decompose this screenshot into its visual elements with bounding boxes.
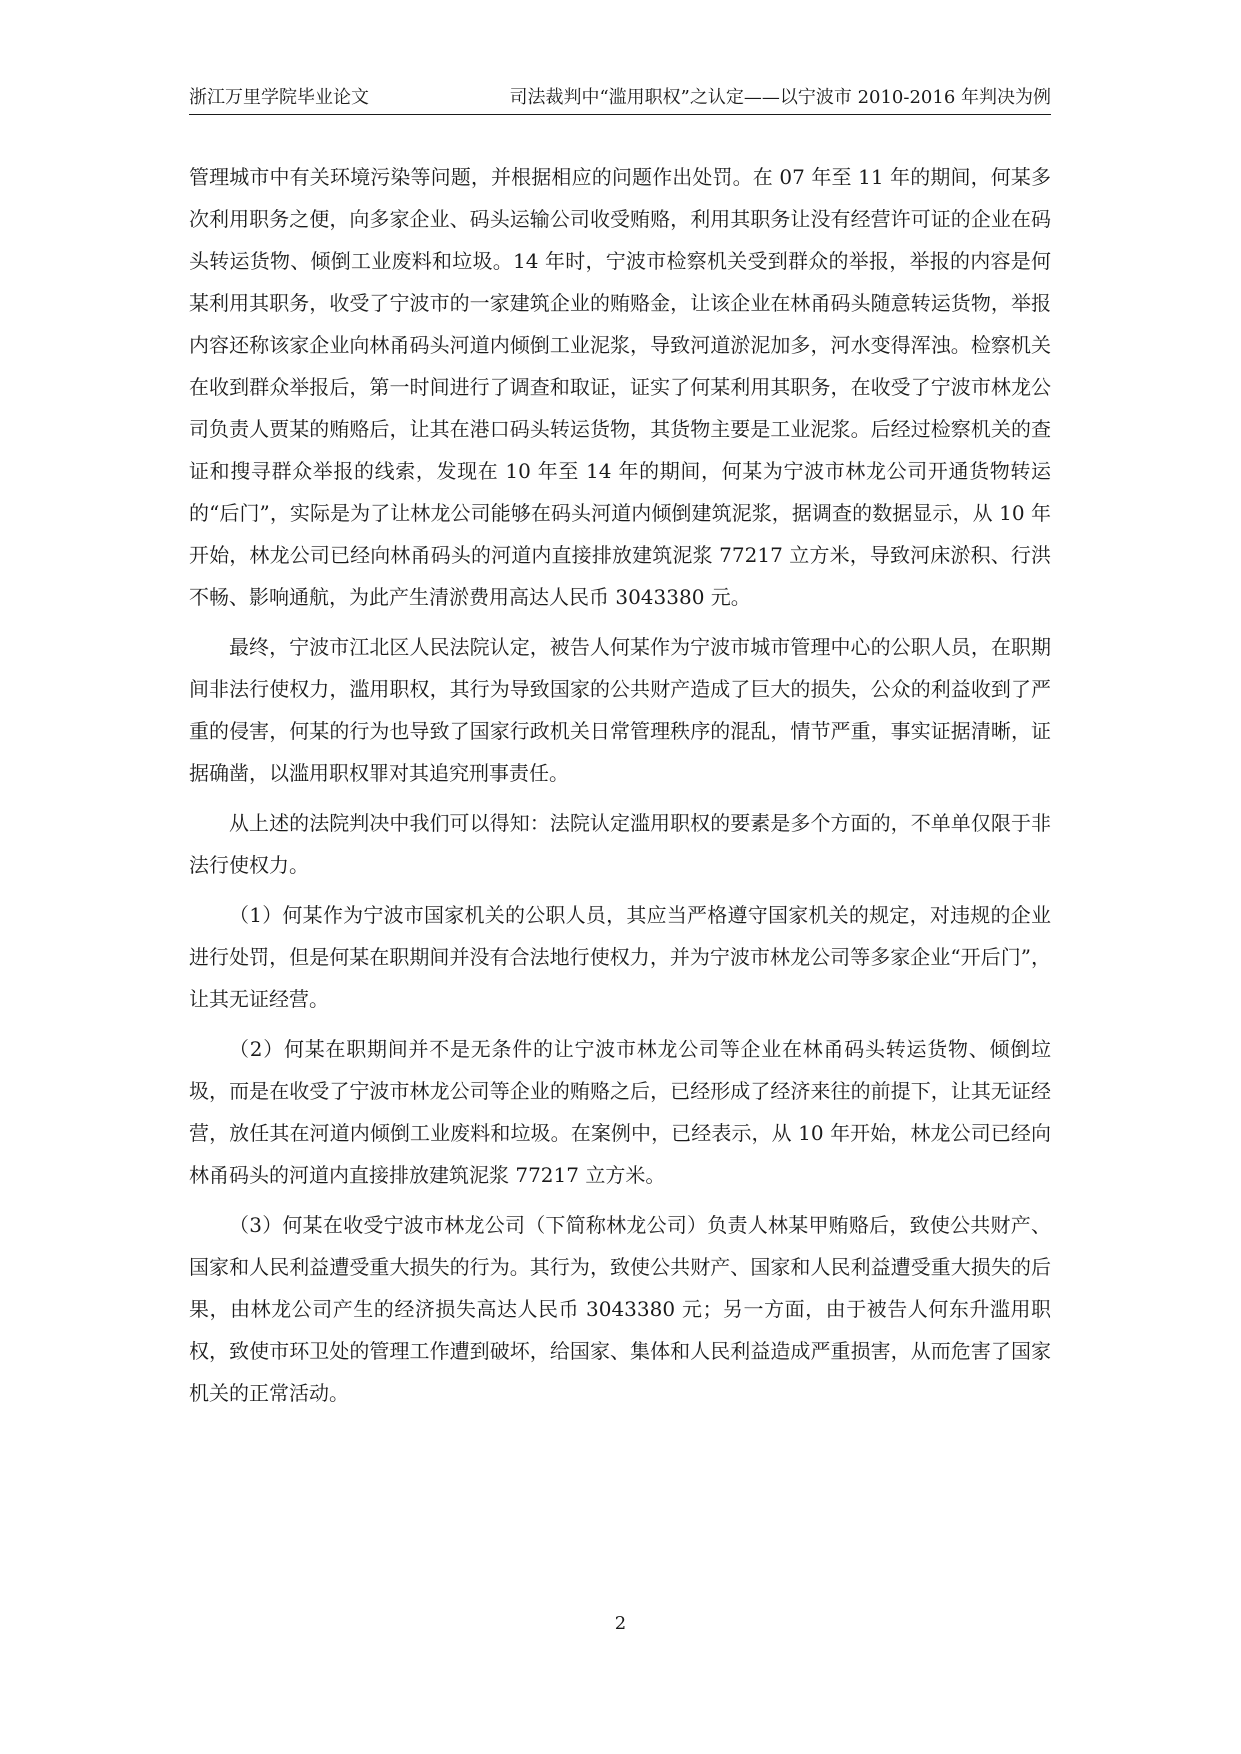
header-institution: 浙江万里学院毕业论文 xyxy=(189,87,369,108)
paragraph: 从上述的法院判决中我们可以得知：法院认定滥用职权的要素是多个方面的，不单单仅限于非法行使权力。 xyxy=(189,811,1051,877)
paragraph: （2）何某在职期间并不是无条件的让宁波市林龙公司等企业在林甬码头转运货物、倾倒垃圾，而是在收受了宁波市林龙公司等企业的贿赂之后，已经形成了经济来往的前提下，让其无证经营，放任其在河道内倾倒工业废料和垃圾。在案例中，已经表示，从 10 年开始，林龙公司已经向林甬码头的河道内直接排放建筑泥浆 77217 立方米。 xyxy=(189,1037,1051,1187)
paragraph: （3）何某在收受宁波市林龙公司（下简称林龙公司）负责人林某甲贿赂后，致使公共财产、国家和人民利益遭受重大损失的行为。其行为，致使公共财产、国家和人民利益遭受重大损失的后果，由林龙公司产生的经济损失高达人民币 3043380 元；另一方面，由于被告人何东升滥用职权，致使市环卫处的管理工作遭到破坏，给国家、集体和人民利益造成严重损害，从而危害了国家机关的正常活动。 xyxy=(189,1213,1051,1405)
header-thesis-title: 司法裁判中“滥用职权”之认定——以宁波市 2010-2016 年判决为例 xyxy=(509,87,1051,108)
running-header xyxy=(189,84,1051,115)
body-text xyxy=(189,156,1051,1422)
paragraph: 最终，宁波市江北区人民法院认定，被告人何某作为宁波市城市管理中心的公职人员，在职期间非法行使权力，滥用职权，其行为导致国家的公共财产造成了巨大的损失，公众的利益收到了严重的侵害，何某的行为也导致了国家行政机关日常管理秩序的混乱，情节严重，事实证据清晰，证据确凿，以滥用职权罪对其追究刑事责任。 xyxy=(189,635,1051,785)
page-number: 2 xyxy=(614,1613,627,1634)
paragraph: 管理城市中有关环境污染等问题，并根据相应的问题作出处罚。在 07 年至 11 年的期间，何某多次利用职务之便，向多家企业、码头运输公司收受贿赂，利用其职务让没有经营许可证的企业在码头转运货物、倾倒工业废料和垃圾。14 年时，宁波市检察机关受到群众的举报，举报的内容是何某利用其职务，收受了宁波市的一家建筑企业的贿赂金，让该企业在林甬码头随意转运货物，举报内容还称该家企业向林甬码头河道内倾倒工业泥浆，导致河道淤泥加多，河水变得浑浊。检察机关在收到群众举报后，第一时间进行了调查和取证，证实了何某利用其职务，在收受了宁波市林龙公司负责人贾某的贿赂后，让其在港口码头转运货物，其货物主要是工业泥浆。后经过检察机关的查证和搜寻群众举报的线索，发现在 10 年至 14 年的期间，何某为宁波市林龙公司开通货物转运的“后门”，实际是为了让林龙公司能够在码头河道内倾倒建筑泥浆，据调查的数据显示，从 10 年开始，林龙公司已经向林甬码头的河道内直接排放建筑泥浆 77217 立方米，导致河床淤积、行洪不畅、影响通航，为此产生清淤费用高达人民币 3043380 元。 xyxy=(189,165,1051,609)
paragraph: （1）何某作为宁波市国家机关的公职人员，其应当严格遵守国家机关的规定，对违规的企业进行处罚，但是何某在职期间并没有合法地行使权力，并为宁波市林龙公司等多家企业“开后门”，让其无证经营。 xyxy=(189,903,1051,1011)
